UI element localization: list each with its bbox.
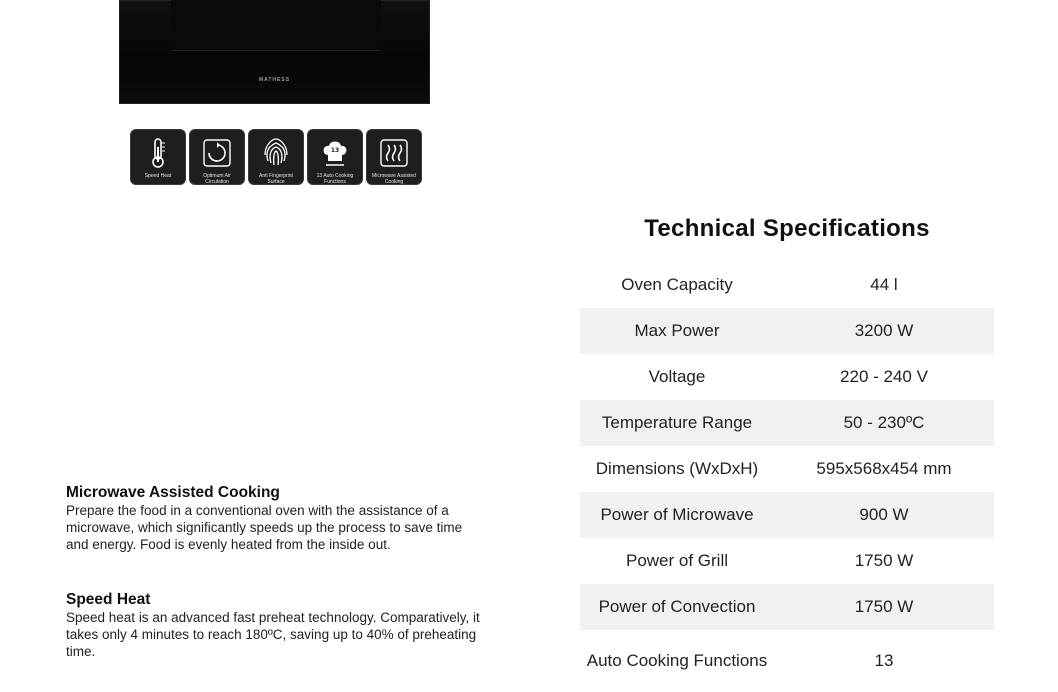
spec-key: Dimensions (WxDxH) (595, 459, 759, 478)
oven-brand-mark: MATHESS (258, 77, 291, 83)
feature-label: 13 Auto Cooking Functions (316, 173, 354, 185)
air-circulation-icon (190, 136, 244, 170)
description-speed-heat (66, 591, 486, 660)
oven-product-image (119, 0, 430, 104)
spec-key: Power of Microwave (600, 505, 754, 524)
spec-value: 1750 W (854, 551, 914, 570)
feature-anti-fingerprint (248, 129, 304, 185)
thermometer-icon (131, 136, 185, 170)
svg-text:13: 13 (330, 147, 340, 154)
fingerprint-icon (249, 136, 303, 170)
description-title: Speed Heat (66, 591, 151, 608)
spec-value: 13 (874, 651, 894, 670)
feature-microwave-assisted (366, 129, 422, 185)
spec-row (580, 492, 994, 538)
spec-row (580, 354, 994, 400)
spec-key: Power of Grill (625, 551, 729, 570)
spec-key: Auto Cooking Functions (586, 651, 768, 670)
spec-value: 900 W (859, 505, 909, 524)
description-text: Speed heat is an advanced fast preheat technology. Comparatively, it takes only 4 minutes to reach 180ºC, saving up to 40% of preheating time. (66, 610, 480, 659)
spec-value: 595x568x454 mm (816, 459, 952, 478)
spec-key: Oven Capacity (621, 275, 733, 294)
spec-row (580, 308, 994, 354)
feature-label: Microwave Assisted Cooking (372, 173, 416, 185)
feature-label: Speed Heat (144, 173, 172, 179)
spec-row (580, 584, 994, 630)
spec-table (580, 262, 994, 692)
spec-key: Max Power (634, 321, 720, 340)
spec-row (580, 262, 994, 308)
description-title: Microwave Assisted Cooking (66, 484, 280, 501)
spec-key: Power of Convection (598, 597, 756, 616)
feature-label: Anti Fingerprint Surface (259, 173, 293, 185)
chef-hat-icon (308, 136, 362, 170)
spec-key: Voltage (648, 367, 706, 386)
feature-air-circulation (189, 129, 245, 185)
description-text: Prepare the food in a conventional oven with the assistance of a microwave, which significantly speeds up the process to save time and energy. Food is evenly heated from the inside out. (66, 503, 463, 552)
spec-value: 1750 W (854, 597, 914, 616)
feature-auto-cooking (307, 129, 363, 185)
spec-row (580, 630, 994, 692)
spec-value: 220 - 240 V (840, 367, 928, 386)
feature-label: Optimum Air Circulation (203, 173, 231, 185)
feature-speed-heat (130, 129, 186, 185)
description-microwave-assisted (66, 484, 486, 553)
spec-key: Temperature Range (601, 413, 753, 432)
spec-row (580, 446, 994, 492)
spec-value: 50 - 230ºC (843, 413, 925, 432)
microwave-waves-icon (367, 136, 421, 170)
spec-row (580, 538, 994, 584)
spec-row (580, 400, 994, 446)
feature-icons-row (130, 129, 422, 185)
spec-value: 44 l (870, 275, 898, 294)
spec-value: 3200 W (854, 321, 914, 340)
spec-title: Technical Specifications (644, 215, 930, 242)
oven-door-window (171, 0, 381, 51)
